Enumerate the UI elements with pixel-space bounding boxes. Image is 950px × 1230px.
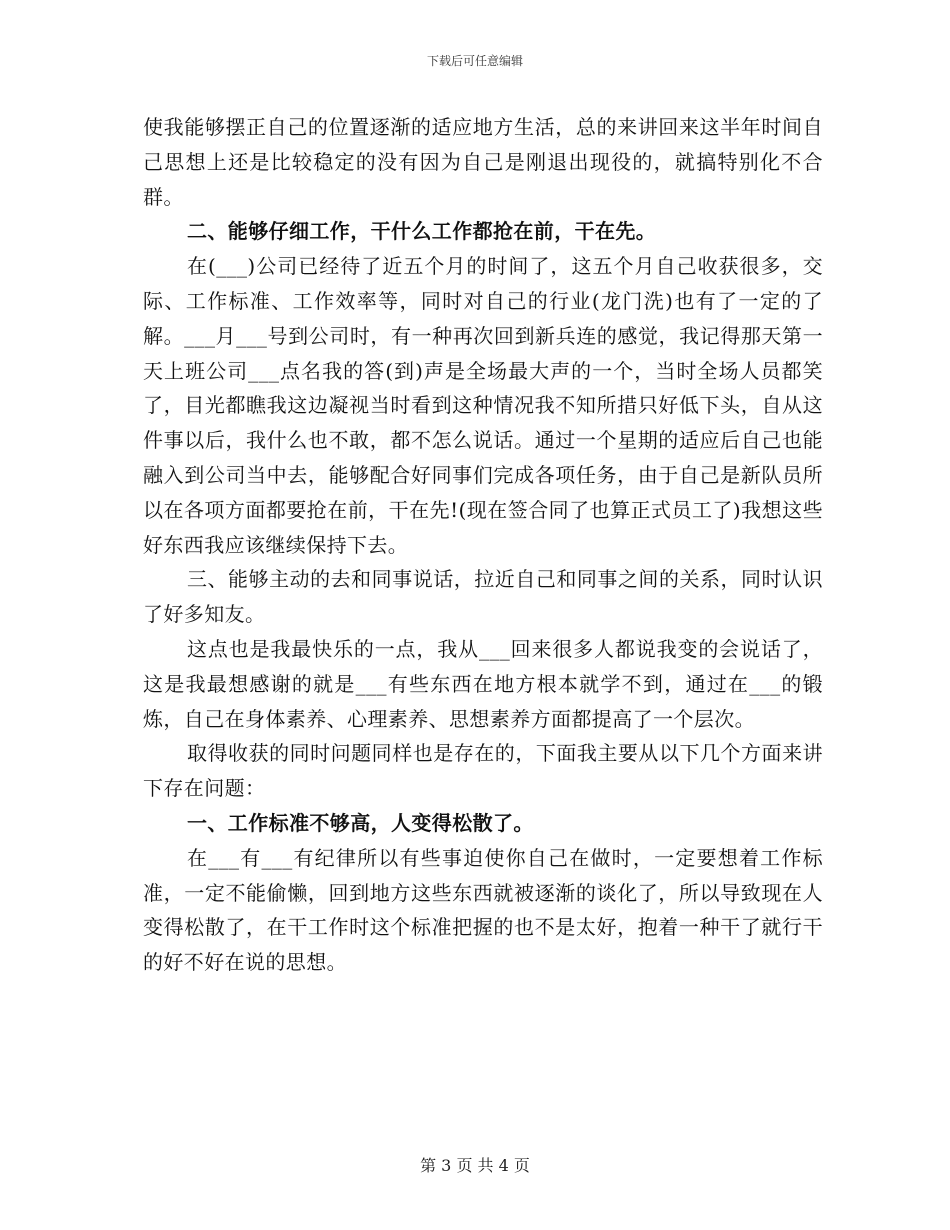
section-heading-work-standard: 一、工作标准不够高，人变得松散了。 xyxy=(187,810,534,835)
section-heading-diligent-work: 二、能够仔细工作，干什么工作都抢在前，干在先。 xyxy=(187,219,657,244)
section-heading-communication: 三、能够主动的去和同事说话，拉近自己和同事之间的关系，同时认识了好多知友。 xyxy=(143,567,823,627)
paragraph-continuation: 使我能够摆正自己的位置逐渐的适应地方生活，总的来讲回来这半年时间自己思想上还是比较稳定的没有因为自己是刚退出现役的，就搞特别化不合群。 xyxy=(143,115,823,209)
document-body xyxy=(143,110,823,980)
paragraph-happiest-point: 这点也是我最快乐的一点，我从___回来很多人都说我变的会说话了，这是我最想感谢的就是___有些东西在地方根本就学不到，通过在___的锻炼，自己在身体素养、心理素养、思想素养方面都提高了一个层次。 xyxy=(143,636,823,731)
paragraph-problems-intro: 取得收获的同时问题同样也是存在的，下面我主要从以下几个方面来讲下存在问题： xyxy=(143,741,823,801)
paragraph-company-experience: 在(___)公司已经待了近五个月的时间了，这五个月自己收获很多，交际、工作标准、工作效率等，同时对自己的行业(龙门洗)也有了一定的了解。___月___号到公司时，有一种再次回到新兵连的感觉，我记得那天第一天上班公司___点名我的答(到)声是全场最大声的一个，当时全场人员都笑了，目光都瞧我这边凝视当时看到这种情况我不知所措只好低下头，自从这件事以后，我什么也不敢，都不怎么说话。通过一个星期的适应后自己也能融入到公司当中去，能够配合好同事们完成各项任务，由于自己是新队员所以在各项方面都要抢在前，干在先!(现在签合同了也算正式员工了)我想这些好东西我应该继续保持下去。 xyxy=(143,254,823,557)
page-number: 第 3 页 共 4 页 xyxy=(420,1156,530,1175)
paragraph-work-standard: 在___有___有纪律所以有些事迫使你自己在做时，一定要想着工作标准，一定不能偷懒，回到地方这些东西就被逐渐的谈化了，所以导致现在人变得松散了，在干工作时这个标准把握的也不是太好，抱着一种干了就行干的好不好在说的思想。 xyxy=(143,845,823,975)
page-header: 下载后可任意编辑 xyxy=(426,54,523,68)
